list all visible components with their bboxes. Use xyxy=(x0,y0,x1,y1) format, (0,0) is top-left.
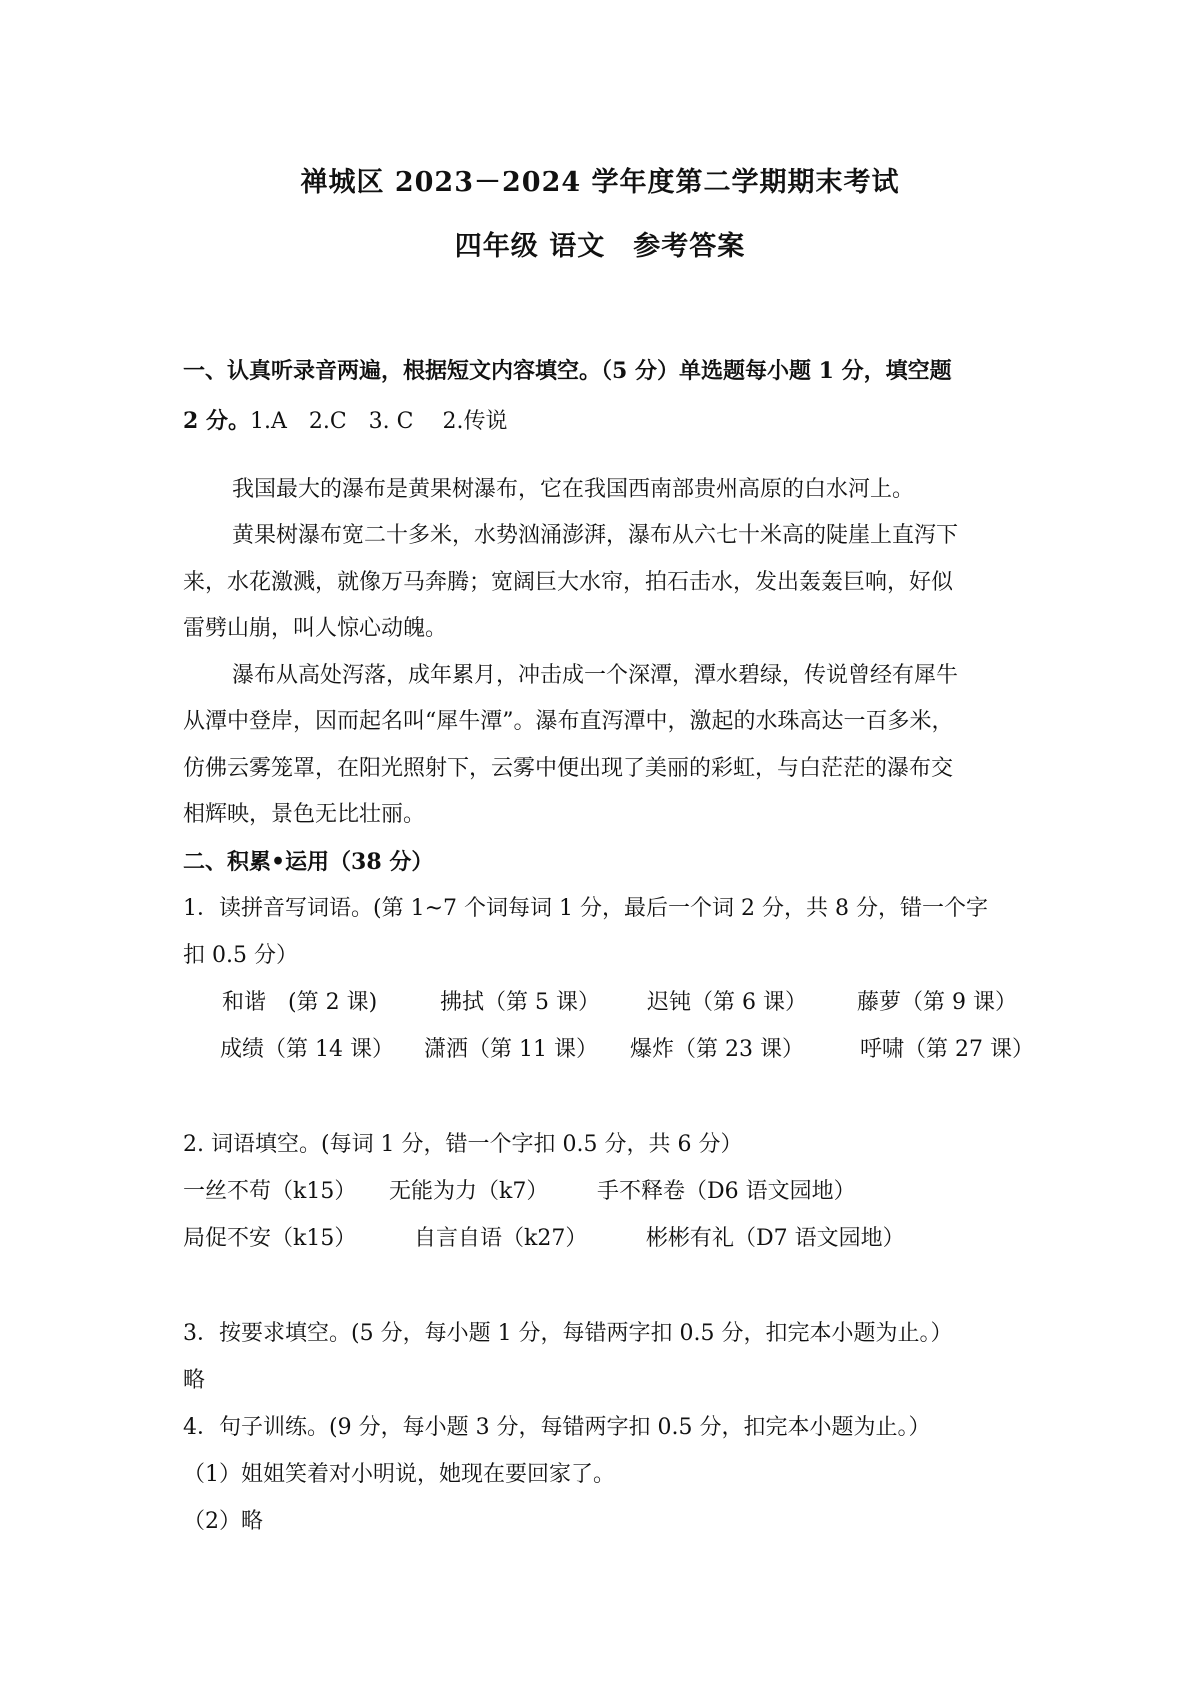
q1-answer: 成绩（第 14 课） xyxy=(220,1037,394,1062)
q1-answer: 呼啸（第 27 课） xyxy=(860,1037,1034,1062)
passage-line: 我国最大的瀑布是黄果树瀑布，它在我国西南部贵州高原的白水河上。 xyxy=(232,477,915,502)
passage-line: 从潭中登岸，因而起名叫“犀牛潭”。瀑布直泻潭中，激起的水珠高达一百多米， xyxy=(183,709,954,734)
q2-answer: 自言自语（k27） xyxy=(414,1226,588,1251)
q1-answer: 迟钝（第 6 课） xyxy=(647,990,807,1015)
q1-answer: 藤萝（第 9 课） xyxy=(857,990,1017,1015)
q2-answer: 手不释卷（D6 语文园地） xyxy=(597,1179,856,1204)
q4-item: （2）略 xyxy=(183,1509,263,1534)
section1-answers: 1.A 2.C 3. C 2.传说 xyxy=(249,409,508,434)
section1-heading-line1: 一、认真听录音两遍，根据短文内容填空。（5 分）单选题每小题 1 分，填空题 xyxy=(183,358,952,384)
q1-heading-line1: 1．读拼音写词语。(第 1~7 个词每词 1 分，最后一个词 2 分，共 8 分，错一个字 xyxy=(183,896,988,921)
q1-answer: 潇洒（第 11 课） xyxy=(424,1037,598,1062)
passage-line: 瀑布从高处泻落，成年累月，冲击成一个深潭，潭水碧绿，传说曾经有犀牛 xyxy=(232,663,959,688)
section1-heading-line2 xyxy=(183,406,507,437)
q2-heading: 2. 词语填空。(每词 1 分，错一个字扣 0.5 分，共 6 分） xyxy=(183,1132,743,1157)
q2-answer: 彬彬有礼（D7 语文园地） xyxy=(646,1226,905,1251)
passage-line: 相辉映，景色无比壮丽。 xyxy=(183,802,426,827)
q2-answer: 无能为力（k7） xyxy=(389,1179,549,1204)
passage-line: 仿佛云雾笼罩，在阳光照射下，云雾中便出现了美丽的彩虹，与白茫茫的瀑布交 xyxy=(183,756,954,781)
q1-answer: 爆炸（第 23 课） xyxy=(630,1037,804,1062)
exam-title: 禅城区 2023－2024 学年度第二学期期末考试 xyxy=(300,167,900,198)
q4-heading: 4．句子训练。(9 分，每小题 3 分，每错两字扣 0.5 分，扣完本小题为止。） xyxy=(183,1415,931,1440)
q3-answer: 略 xyxy=(183,1368,206,1393)
passage-line: 黄果树瀑布宽二十多米，水势汹涌澎湃，瀑布从六七十米高的陡崖上直泻下 xyxy=(232,523,959,548)
section2-heading: 二、积累•运用（38 分） xyxy=(183,849,434,875)
q1-answer: 拂拭（第 5 课） xyxy=(440,990,600,1015)
q2-answer: 一丝不苟（k15） xyxy=(183,1179,357,1204)
exam-subtitle: 四年级 语文 参考答案 xyxy=(454,231,746,262)
passage-line: 来，水花激溅，就像万马奔腾；宽阔巨大水帘，拍石击水，发出轰轰巨响，好似 xyxy=(183,570,954,595)
q1-heading-line2: 扣 0.5 分） xyxy=(183,943,298,968)
q3-heading: 3．按要求填空。(5 分，每小题 1 分，每错两字扣 0.5 分，扣完本小题为止。） xyxy=(183,1321,953,1346)
q1-answer: 和谐 (第 2 课) xyxy=(222,990,378,1015)
section1-heading-tail: 2 分。 xyxy=(183,408,250,434)
passage-line: 雷劈山崩，叫人惊心动魄。 xyxy=(183,616,448,641)
q4-item: （1）姐姐笑着对小明说，她现在要回家了。 xyxy=(183,1462,615,1487)
q2-answer: 局促不安（k15） xyxy=(183,1226,357,1251)
